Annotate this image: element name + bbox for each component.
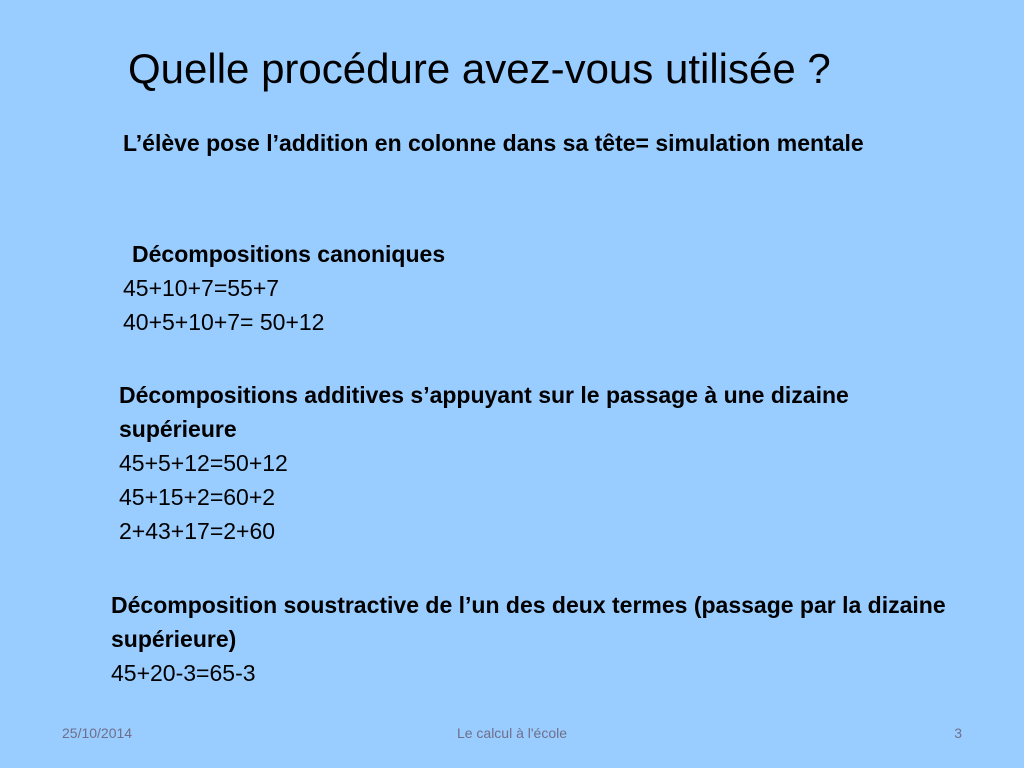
additive-example-line: 2+43+17=2+60 — [119, 518, 276, 544]
canonical-example-line: 40+5+10+7= 50+12 — [123, 309, 325, 335]
slide-title: Quelle procédure avez-vous utilisée ? — [128, 45, 831, 92]
mental-simulation-block — [123, 126, 953, 160]
subtractive-decomposition-heading: Décomposition soustractive de l’un des deux termes (passage par la dizaine supérieure) — [111, 592, 946, 652]
canonical-example-line: 45+10+7=55+7 — [123, 275, 280, 301]
canonical-decompositions-heading: Décompositions canoniques — [132, 241, 446, 267]
footer-date: 25/10/2014 — [62, 725, 133, 741]
slide-number: 3 — [954, 725, 962, 741]
canonical-decompositions-block — [123, 237, 923, 339]
mental-simulation-heading: L’élève pose l’addition en colonne dans sa tête= simulation mentale — [123, 130, 864, 156]
subtractive-decomposition-block — [111, 588, 991, 690]
additive-decompositions-block — [119, 378, 949, 548]
subtractive-example-line: 45+20-3=65-3 — [111, 660, 256, 686]
footer-title: Le calcul à l'école — [456, 725, 568, 741]
additive-decompositions-heading: Décompositions additives s’appuyant sur le passage à une dizaine supérieure — [119, 382, 849, 442]
additive-example-line: 45+15+2=60+2 — [119, 484, 276, 510]
additive-example-line: 45+5+12=50+12 — [119, 450, 288, 476]
